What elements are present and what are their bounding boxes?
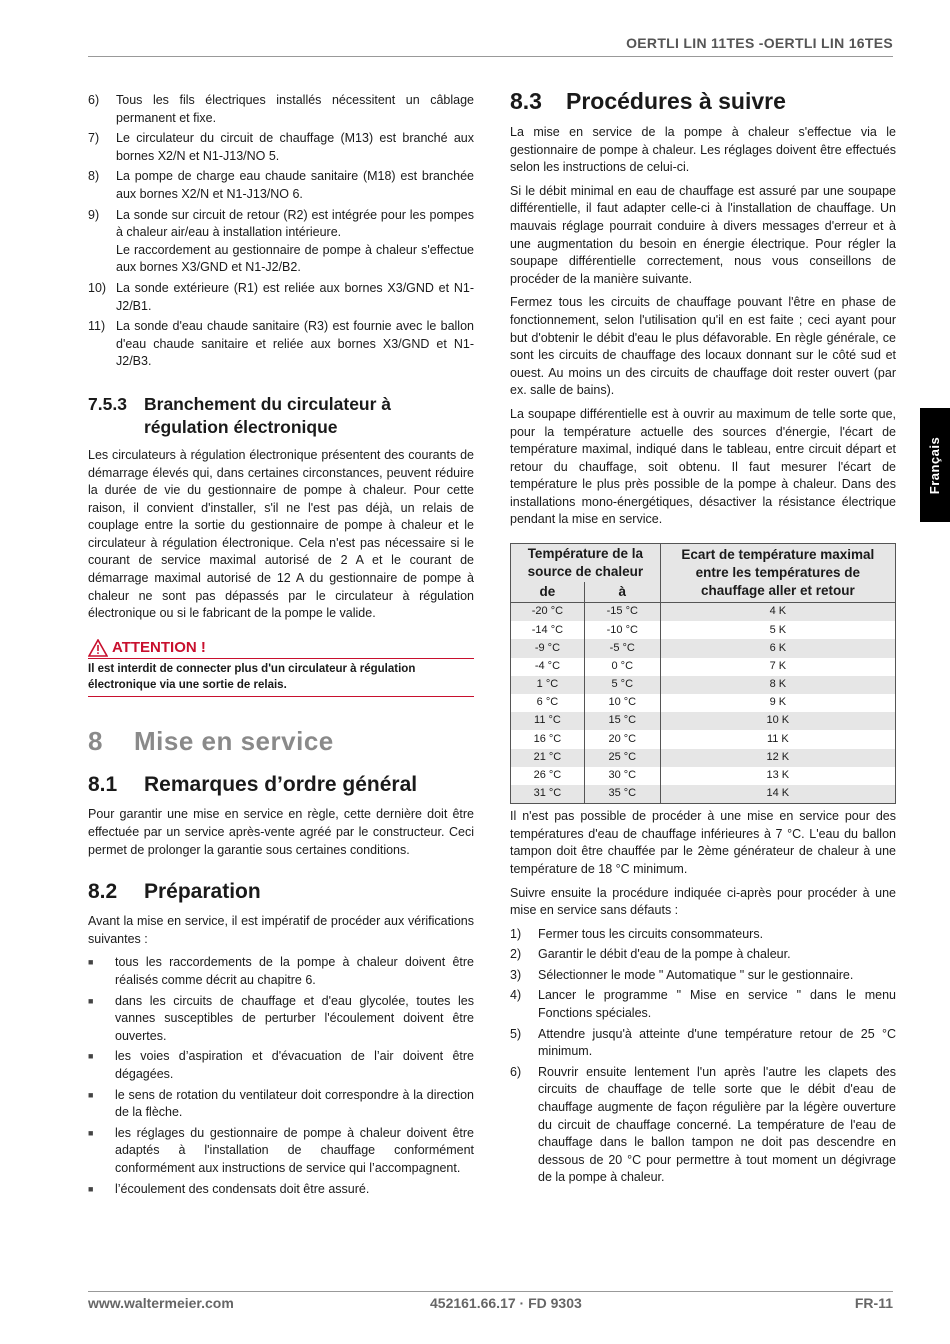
heading-title: Mise en service (134, 725, 334, 756)
cell-de: -14 °C (511, 621, 585, 639)
list-item-text: les voies d’aspiration et d'évacuation de l’air doivent être dégagées. (115, 1049, 474, 1081)
table-row (511, 767, 896, 785)
cell-a: -10 °C (584, 621, 660, 639)
list-item (510, 1064, 896, 1187)
table-subheader-de: de (511, 582, 585, 603)
heading-number: 8.1 (88, 773, 118, 797)
list-item-text: Attendre jusqu'à atteinte d'une température retour de 25 °C minimum. (538, 1026, 896, 1059)
list-item-text (116, 207, 474, 277)
list-item-number: 10) (88, 280, 107, 295)
temperature-table (510, 543, 896, 804)
table-row (511, 621, 896, 639)
cell-ecart: 11 K (660, 730, 895, 748)
list-item-number: 9) (88, 207, 100, 222)
cell-ecart: 12 K (660, 749, 895, 767)
list-item (510, 1026, 896, 1061)
table-row (511, 712, 896, 730)
cell-de: 26 °C (511, 767, 585, 785)
section-heading-8-3 (510, 88, 896, 114)
list-item (88, 168, 474, 203)
list-item-text: La sonde d'eau chaude sanitaire (R3) est fournie avec le ballon d'eau chaude sanitaire et reliée aux bornes X3/GND et N1-J2/B3. (116, 319, 474, 369)
attention-text: Il est interdit de connecter plus d'un circulateur à régulation électronique via une sortie de relais. (88, 659, 474, 697)
footer-page-number: FR-11 (854, 1295, 893, 1311)
cell-ecart: 7 K (660, 658, 895, 676)
list-item (88, 207, 474, 277)
list-item-text-part1: La sonde sur circuit de retour (R2) est intégrée pour les pompes à chaleur air/eau à installation intérieure. (116, 207, 474, 240)
cell-a: 35 °C (584, 785, 660, 804)
list-item-number: 6) (510, 1064, 522, 1079)
cell-a: -15 °C (584, 603, 660, 622)
heading-title: Préparation (144, 880, 261, 904)
cell-ecart: 14 K (660, 785, 895, 804)
table-row (511, 676, 896, 694)
square-bullet-icon: ■ (88, 1183, 94, 1194)
list-item-number: 5) (510, 1026, 522, 1041)
table-row (511, 658, 896, 676)
list-item-number: 2) (510, 947, 522, 962)
list-item-text-part2: Le raccordement au gestionnaire de pompe à chaleur s'effectue aux bornes X3/GND et N1-J2/B2. (116, 242, 474, 275)
footer-website-link[interactable]: www.waltermeier.com (88, 1295, 234, 1311)
wiring-list (88, 92, 474, 371)
list-item-text: les réglages du gestionnaire de pompe à chaleur doivent être adaptés à l'installation de chauffage conformément conformément aux instructions de service qui l’accompagnent. (115, 1125, 474, 1175)
list-item (88, 1125, 474, 1178)
paragraph: Fermez tous les circuits de chauffage pouvant l'être en phase de fonctionnement, selon l'utilisation qu'il en est faite ; ceci ayant pour but d'obtenir le débit d'eau le plus défavorable. En règle générale, ce sont les circuits de chauffage des locaux donnant sur le côté sud et ouest. Au moins un des circuits de chauffage doit rester ouvert (par ex. salle de bains). (510, 295, 896, 398)
list-item-text: dans les circuits de chauffage et d'eau glycolée, toutes les vannes susceptibles de perturber l'écoulement doivent être ouvertes. (115, 993, 474, 1043)
paragraph: Il n'est pas possible de procéder à une mise en service pour des températures d'eau de chauffage inférieures à 7 °C. L'eau du ballon tampon doit être chauffée par le 2ème générateur de chaleur à une température de 18 °C minimum. (510, 809, 896, 876)
cell-a: -5 °C (584, 639, 660, 657)
list-item-text: Lancer le programme " Mise en service " dans le menu Fonctions spéciales. (538, 988, 896, 1021)
heading-number: 8.2 (88, 880, 118, 904)
heading-title: Remarques d’ordre général (144, 773, 418, 797)
list-item (510, 926, 896, 944)
heading-number: 8.3 (510, 88, 542, 114)
paragraph: Suivre ensuite la procédure indiquée ci-après pour procéder à une mise en service sans défauts : (510, 885, 896, 918)
list-item (88, 1181, 474, 1199)
square-bullet-icon: ■ (88, 957, 94, 968)
table-subheader-a: à (584, 582, 660, 603)
heading-number: 8 (88, 725, 103, 756)
table-row (511, 603, 896, 622)
warning-triangle-icon (88, 639, 108, 657)
list-item-text: le sens de rotation du ventilateur doit correspondre à la direction de la flèche. (115, 1087, 474, 1120)
list-item-text: Fermer tous les circuits consommateurs. (538, 926, 764, 941)
footer-document-number: 452161.66.17 · FD 9303 (430, 1295, 582, 1311)
cell-de: 11 °C (511, 712, 585, 730)
heading-number: 7.5.3 (88, 393, 127, 414)
cell-ecart: 9 K (660, 694, 895, 712)
paragraph: Avant la mise en service, il est impératif de procéder aux vérifications suivantes : (88, 914, 474, 946)
language-tab (920, 408, 950, 522)
list-item (88, 954, 474, 989)
cell-ecart: 8 K (660, 676, 895, 694)
list-item (510, 946, 896, 964)
cell-de: -4 °C (511, 658, 585, 676)
cell-ecart: 13 K (660, 767, 895, 785)
list-item (88, 280, 474, 315)
right-column (510, 88, 896, 1190)
list-item-number: 8) (88, 169, 100, 184)
list-item-number: 3) (510, 967, 522, 982)
cell-a: 20 °C (584, 730, 660, 748)
list-item (510, 987, 896, 1022)
checklist (88, 954, 474, 1198)
list-item (88, 1048, 474, 1083)
cell-a: 25 °C (584, 749, 660, 767)
cell-de: -20 °C (511, 603, 585, 622)
cell-a: 10 °C (584, 694, 660, 712)
cell-de: -9 °C (511, 639, 585, 657)
table-header-ecart: Ecart de température maximal entre les températures de chauffage aller et retour (660, 544, 895, 603)
cell-ecart: 5 K (660, 621, 895, 639)
list-item-text: Sélectionner le mode " Automatique " sur le gestionnaire. (538, 967, 854, 982)
attention-header (88, 639, 474, 659)
list-item-number: 6) (88, 93, 100, 107)
square-bullet-icon: ■ (88, 1127, 94, 1138)
left-column (88, 92, 474, 1201)
paragraph: Les circulateurs à régulation électronique présentent des courants de démarrage élevés qui, dans certaines circonstances, peuvent réduire la durée de vie du gestionnaire de pompe à chaleur. Pour cette raison, il convient d'installer, s'il ne l'est pas déjà, un relais de couplage entre la sortie du gestionnaire de pompe à chaleur et le circulateur à régulation électronique. Cela n'est pas nécessaire si le courant de service maximal autorisé de 2 A et le courant de démarrage maximal autorisé de 12 A du gestionnaire de pompe à chaleur ne sont pas dépassés par le circulateur à régulation électronique ou si le fabricant de la pompe le valide. (88, 447, 474, 621)
cell-de: 21 °C (511, 749, 585, 767)
list-item-number: 1) (510, 926, 522, 941)
list-item-text: Rouvrir ensuite lentement l'un après l'autre les clapets des circuits de chauffage de telle sorte que le débit d'eau de chauffage augmente de façon régulière par la légère ouverture du circuit de chauffage concerné. La température de l'eau de chauffage dans le ballon tampon ne doit pas descendre en dessous de 20 °C pour permettre à tout moment un dégivrage de la pompe à chaleur. (538, 1064, 896, 1185)
attention-box (88, 639, 474, 697)
square-bullet-icon: ■ (88, 1089, 94, 1100)
header-rule (88, 56, 893, 57)
section-heading-8-2 (88, 879, 474, 905)
list-item-text: Tous les fils électriques installés nécessitent un câblage permanent et fixe. (116, 93, 474, 125)
table-row (511, 785, 896, 804)
cell-ecart: 4 K (660, 603, 895, 622)
list-item (88, 993, 474, 1046)
attention-title: ATTENTION ! (112, 639, 206, 657)
paragraph: Pour garantir une mise en service en règle, cette dernière doit être effectuée par un service après-vente agréé par le constructeur. Ceci permet de prolonger la garantie sous certaines conditions. (88, 807, 474, 857)
list-item-number: 7) (88, 131, 100, 146)
list-item-text: Le circulateur du circuit de chauffage (M13) est branché aux bornes X2/N et N1-J13/NO 5. (116, 131, 474, 163)
cell-de: 16 °C (511, 730, 585, 748)
paragraph: Si le débit minimal en eau de chauffage est assuré par une soupape différentielle, il faut adapter celle-ci à l'installation de chauffage. Un mauvais réglage pourrait conduire à divers messages d'erreur et à une augmentation du besoin en énergie électrique. Pour régler la soupape différentielle correctement, nous vous conseillons de procéder de la manière suivante. (510, 183, 896, 286)
cell-de: 31 °C (511, 785, 585, 804)
list-item-text: l’écoulement des condensats doit être assuré. (115, 1181, 370, 1196)
square-bullet-icon: ■ (88, 995, 94, 1006)
table-row (511, 639, 896, 657)
list-item (88, 318, 474, 371)
paragraph: La mise en service de la pompe à chaleur s'effectue via le gestionnaire de pompe à chaleur. Les réglages doivent être effectués selon les instructions de celui-ci. (510, 125, 896, 175)
list-item-number: 4) (510, 988, 522, 1003)
cell-de: 6 °C (511, 694, 585, 712)
section-heading-7-5-3 (88, 393, 474, 439)
list-item-text: La sonde extérieure (R1) est reliée aux bornes X3/GND et N1-J2/B1. (116, 280, 474, 313)
list-item (88, 92, 474, 127)
chapter-heading-8 (88, 725, 474, 756)
heading-title: Branchement du circulateur à régulation électronique (144, 393, 392, 437)
heading-title: Procédures à suivre (566, 88, 786, 114)
cell-a: 0 °C (584, 658, 660, 676)
cell-ecart: 6 K (660, 639, 895, 657)
list-item-number: 11) (88, 319, 106, 334)
procedure-steps (510, 926, 896, 1187)
language-tab-label: Français (927, 436, 943, 494)
cell-a: 30 °C (584, 767, 660, 785)
table-row (511, 749, 896, 767)
square-bullet-icon: ■ (88, 1051, 94, 1062)
footer-rule (88, 1291, 893, 1292)
list-item-text: Garantir le débit d'eau de la pompe à chaleur. (538, 947, 791, 962)
list-item (88, 130, 474, 165)
table-row (511, 694, 896, 712)
table-header-source: Température de la source de chaleur (511, 544, 661, 583)
cell-a: 5 °C (584, 676, 660, 694)
cell-ecart: 10 K (660, 712, 895, 730)
cell-de: 1 °C (511, 676, 585, 694)
cell-a: 15 °C (584, 712, 660, 730)
table-row (511, 730, 896, 748)
list-item (510, 967, 896, 985)
document-header-title: OERTLI LIN 11TES -OERTLI LIN 16TES (626, 35, 893, 51)
paragraph: La soupape différentielle est à ouvrir au maximum de telle sorte que, pour la température actuelle des sources d'énergie, l'écart de température maximal, indiqué dans le tableau, entre circuit départ et retour du chauffage, soit obtenu. Il faut mesurer l'écart de température le plus près possible de la pompe à chaleur. Dans des installations mono-énergétiques, désactiver la résistance électrique pendant la mise en service. (510, 406, 896, 527)
list-item-text: tous les raccordements de la pompe à chaleur doivent être réalisés comme décrit au chapitre 6. (115, 955, 474, 987)
list-item (88, 1087, 474, 1122)
section-heading-8-1 (88, 772, 474, 798)
list-item-text: La pompe de charge eau chaude sanitaire (M18) est branchée aux bornes X2/N et N1-J13/NO 6. (116, 169, 474, 201)
